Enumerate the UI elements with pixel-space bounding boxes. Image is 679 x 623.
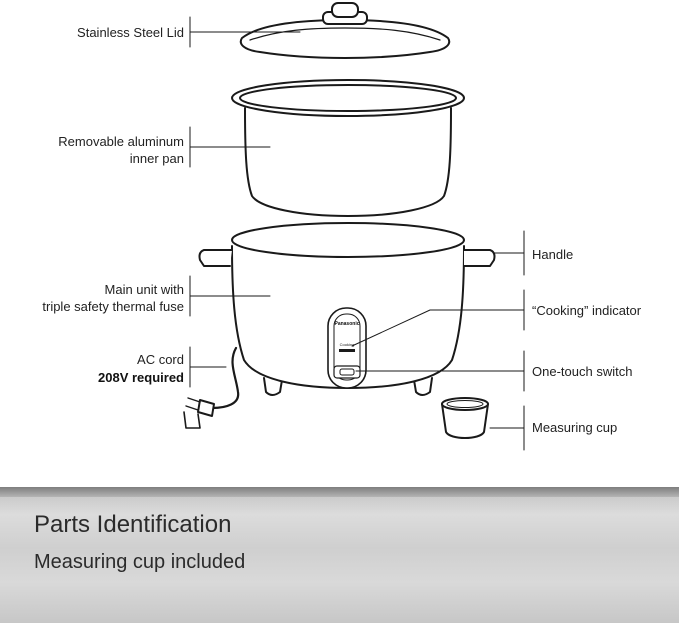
label-inner-pan-line2: inner pan: [129, 151, 184, 166]
label-main-unit-line1: Main unit with: [104, 282, 184, 297]
label-cooking-indicator: “Cooking” indicator: [532, 303, 642, 318]
label-handle: Handle: [532, 247, 574, 262]
label-inner-pan-line1: Removable aluminum: [58, 134, 184, 149]
footer-banner: [0, 487, 679, 623]
footer-title: Parts Identification: [34, 511, 232, 538]
label-ac-cord-line2: 208V required: [98, 370, 184, 385]
measuring-cup-drawing: [442, 398, 488, 438]
main-unit-drawing: [200, 223, 495, 395]
lid-drawing: [241, 3, 449, 58]
inner-pan-drawing: [232, 80, 464, 216]
label-one-touch-switch: One-touch switch: [532, 364, 633, 379]
brand-logo-text: Panasonic: [334, 321, 360, 327]
footer-subtitle: Measuring cup included: [34, 551, 246, 573]
label-main-unit-line2: triple safety thermal fuse: [42, 299, 184, 314]
label-lid: Stainless Steel Lid: [77, 25, 184, 40]
ac-cord-drawing: [184, 348, 238, 428]
panel-indicator-text: Cooking: [339, 342, 355, 347]
label-ac-cord-line1: AC cord: [137, 352, 184, 367]
label-measuring-cup: Measuring cup: [532, 420, 618, 435]
